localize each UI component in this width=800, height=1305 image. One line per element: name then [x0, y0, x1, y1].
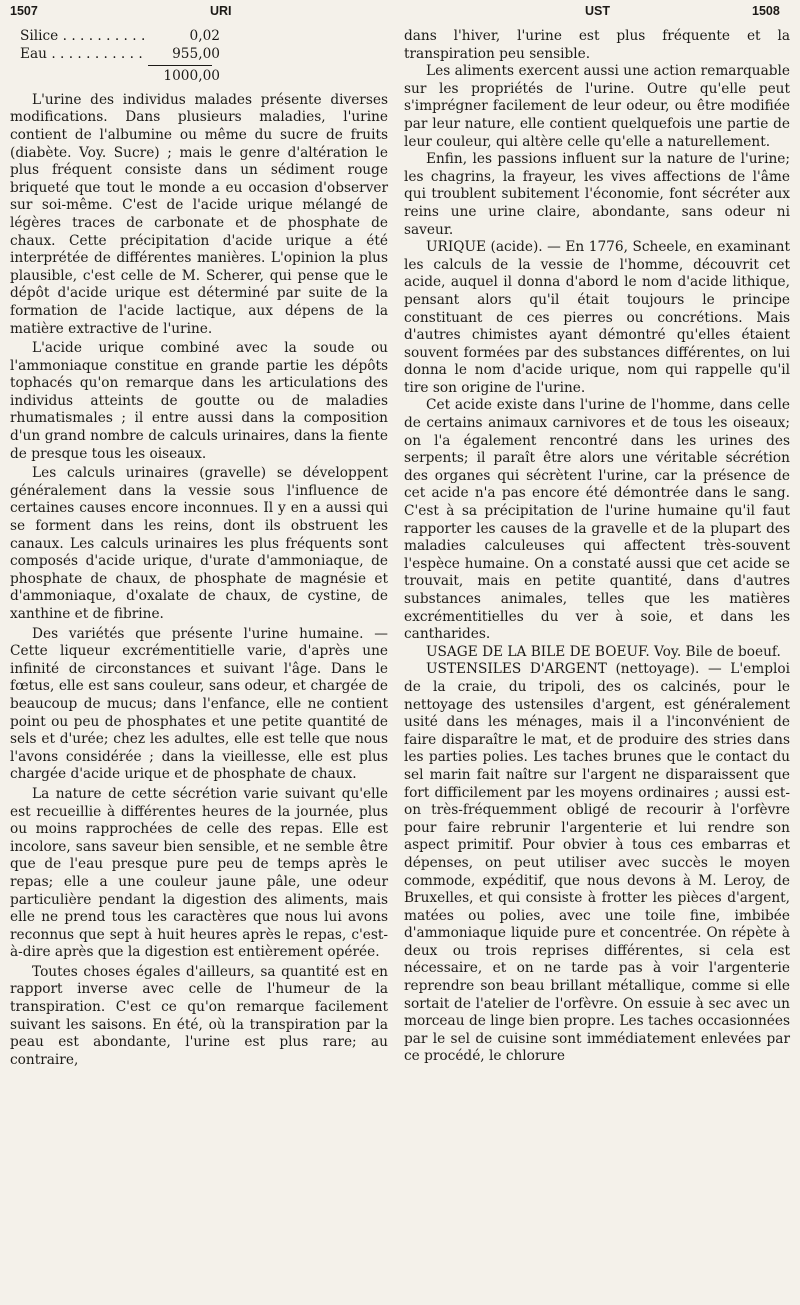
- page-header: [0, 0, 800, 24]
- paragraph: Les calculs urinaires (gravelle) se développent généralement dans la vessie sous l'influence de certaines causes encore inconnues. Il y en a aussi qui se forment dans les reins, dont ils obstruent les canaux. Les calculs urinaires les plus fréquents sont composés d'acide urique, d'urate d'ammoniaque, de phosphate de chaux, de phosphate de magnésie et d'ammoniaque, d'oxalate de chaux, de cystine, de xanthine et de fibrine.: [10, 465, 388, 622]
- entry-ustensiles: USTENSILES D'ARGENT (nettoyage). — L'emploi de la craie, du tripoli, des os calcinés, pour le nettoyage des ustensiles d'argent, est généralement usité dans les ménages, mais il a l'inconvénient de faire disparaître le mat, et de produire des stries dans les parties polies. Les taches brunes que le contact du sel marin fait naître sur l'argent ne disparaissent que fort difficilement par les moyens ordinaires ; aussi est-on très-fréquemment obligé de recourir à l'orfèvre pour faire rebrunir l'argenterie et lui rendre son aspect primitif. Pour obvier à tous ces embarras et dépenses, on peut utiliser avec succès le moyen commode, expéditif, que nous devons à M. Leroy, de Bruxelles, et qui consiste à frotter les pièces d'argent, matées ou polies, avec une toile fine, imbibée d'ammoniaque liquide pure et concentrée. On répète à deux ou trois reprises différentes, si cela est nécessaire, et on ne tarde pas à voir l'argenterie reprendre son beau brillant métallique, comme si elle sortait de l'atelier de l'orfèvre. On essuie à sec avec un morceau de linge bien propre. Les taches occasionnées par le sel de cuisine sont immédiatement enlevées par ce procédé, le chlorure: [404, 661, 790, 1065]
- row-value: 955,00: [172, 45, 220, 62]
- right-column: [404, 28, 790, 1066]
- table-row: [20, 28, 220, 46]
- table-row: [20, 46, 220, 64]
- paragraph: dans l'hiver, l'urine est plus fréquente et la transpiration peu sensible.: [404, 28, 790, 62]
- row-label: Silice . . . . . . . . . .: [20, 28, 146, 44]
- row-label: Eau . . . . . . . . . . .: [20, 45, 143, 62]
- paragraph: Des variétés que présente l'urine humaine. — Cette liqueur excrémentitielle varie, d'après une infinité de circonstances et suivant l'âge. Dans le fœtus, elle est sans couleur, sans odeur, et chargée de beaucoup de mucus; dans l'enfance, elle ne contient point ou peu de phosphates et une petite quantité de sels et d'urée; chez les adultes, elle est telle que nous l'avons considérée ; dans la vieillesse, elle est plus chargée d'acide urique et de phosphate de chaux.: [10, 625, 388, 783]
- entry-usage-bile: USAGE DE LA BILE DE BOEUF. Voy. Bile de boeuf.: [426, 643, 781, 660]
- right-running-head: UST: [585, 4, 610, 18]
- paragraph: La nature de cette sécrétion varie suivant qu'elle est recueillie à différentes heures de la journée, plus ou moins rapprochées de celle des repas. Elle est incolore, sans saveur bien sensible, et ne semble être que de l'eau presque pure peu de temps après le repas; elle a une couleur jaune pâle, une odeur particulière pendant la digestion des aliments, mais elle ne prend tous les caractères que nous lui avons reconnus que sept à huit heures après le repas, c'est-à-dire après que la digestion est entièrement opérée.: [10, 785, 388, 961]
- entry-urique: URIQUE (acide). — En 1776, Scheele, en examinant les calculs de la vessie de l'homme, découvrit cet acide, auquel il donna d'abord le nom d'acide lithique, pensant alors qu'il était toujours le principe constituant de ces pierres ou concrétions. Mais d'autres chimistes ayant démontré qu'elles étaient souvent formées par des substances différentes, on lui donna le nom d'acide urique, nom qui rappelle qu'il tire son origine de l'urine.: [404, 239, 790, 396]
- paragraph: L'urine des individus malades présente diverses modifications. Dans plusieurs maladies, l'urine contient de l'albumine ou même du sucre de fruits (diabète. Voy. Sucre) ; mais le genre d'altération le plus fréquent consiste dans un sédiment rouge briqueté que tout le monde a eu occasion d'observer sur soi-même. C'est de l'acide urique mélangé de légères traces de carbonate et de phosphate de chaux. Cette précipitation d'acide urique a été interprétée de différentes manières. L'opinion la plus plausible, c'est celle de M. Scherer, qui pense que le dépôt d'acide urique est déterminé par suite de la formation de l'acide lactique, aux dépens de la matière extractive de l'urine.: [10, 91, 388, 337]
- paragraph: L'acide urique combiné avec la soude ou l'ammoniaque constitue en grande partie les dépôts tophacés qu'on remarque dans les articulations des individus atteints de goutte ou de maladies rhumatismales ; il entre aussi dans la composition d'un grand nombre de calculs urinaires, dans la fiente de presque tous les oiseaux.: [10, 340, 388, 462]
- left-column: [10, 28, 388, 1069]
- row-value: 0,02: [189, 28, 220, 44]
- paragraph: Enfin, les passions influent sur la nature de l'urine; les chagrins, la frayeur, les vives affections de l'âme qui troublent subitement l'économie, font sécréter aux reins une urine claire, abondante, sans odeur ni saveur.: [404, 151, 790, 238]
- paragraph: Cet acide existe dans l'urine de l'homme, dans celle de certains animaux carnivores et de tous les oiseaux; on l'a également rencontré dans les urines des serpents; il paraît être alors une véritable sécrétion des organes qui sécrètent l'urine, car la présence de cet acide n'a pas encore été démontrée dans le sang. C'est à sa précipitation de l'urine humaine qu'il faut rapporter les causes de la gravelle et de la plupart des maladies calculeuses qui affectent très-souvent l'espèce humaine. On a constaté aussi que cet acide se trouvait, mais en petite quantité, dans d'autres substances animales, telles que les matières excrémentitielles du ver à soie, et dans les cantharides.: [404, 397, 790, 643]
- left-running-head: URI: [210, 4, 232, 18]
- paragraph: Toutes choses égales d'ailleurs, sa quantité est en rapport inverse avec celle de l'humeur de la transpiration. C'est ce qu'on remarque facilement suivant les saisons. En été, où la transpiration par la peau est abondante, l'urine est plus rare; au contraire,: [10, 963, 388, 1068]
- left-page-number: 1507: [10, 4, 38, 18]
- right-page-number: 1508: [752, 4, 780, 18]
- total-rule: [148, 65, 212, 66]
- paragraph: Les aliments exercent aussi une action remarquable sur les propriétés de l'urine. Outre qu'elle peut s'imprégner facilement de leur odeur, ou être modifiée par leur nature, elle contient quelquefois une partie de leur couleur, qui altère celle qu'elle a naturellement.: [404, 63, 790, 150]
- composition-table: [20, 28, 220, 63]
- table-total: 1000,00: [163, 68, 220, 85]
